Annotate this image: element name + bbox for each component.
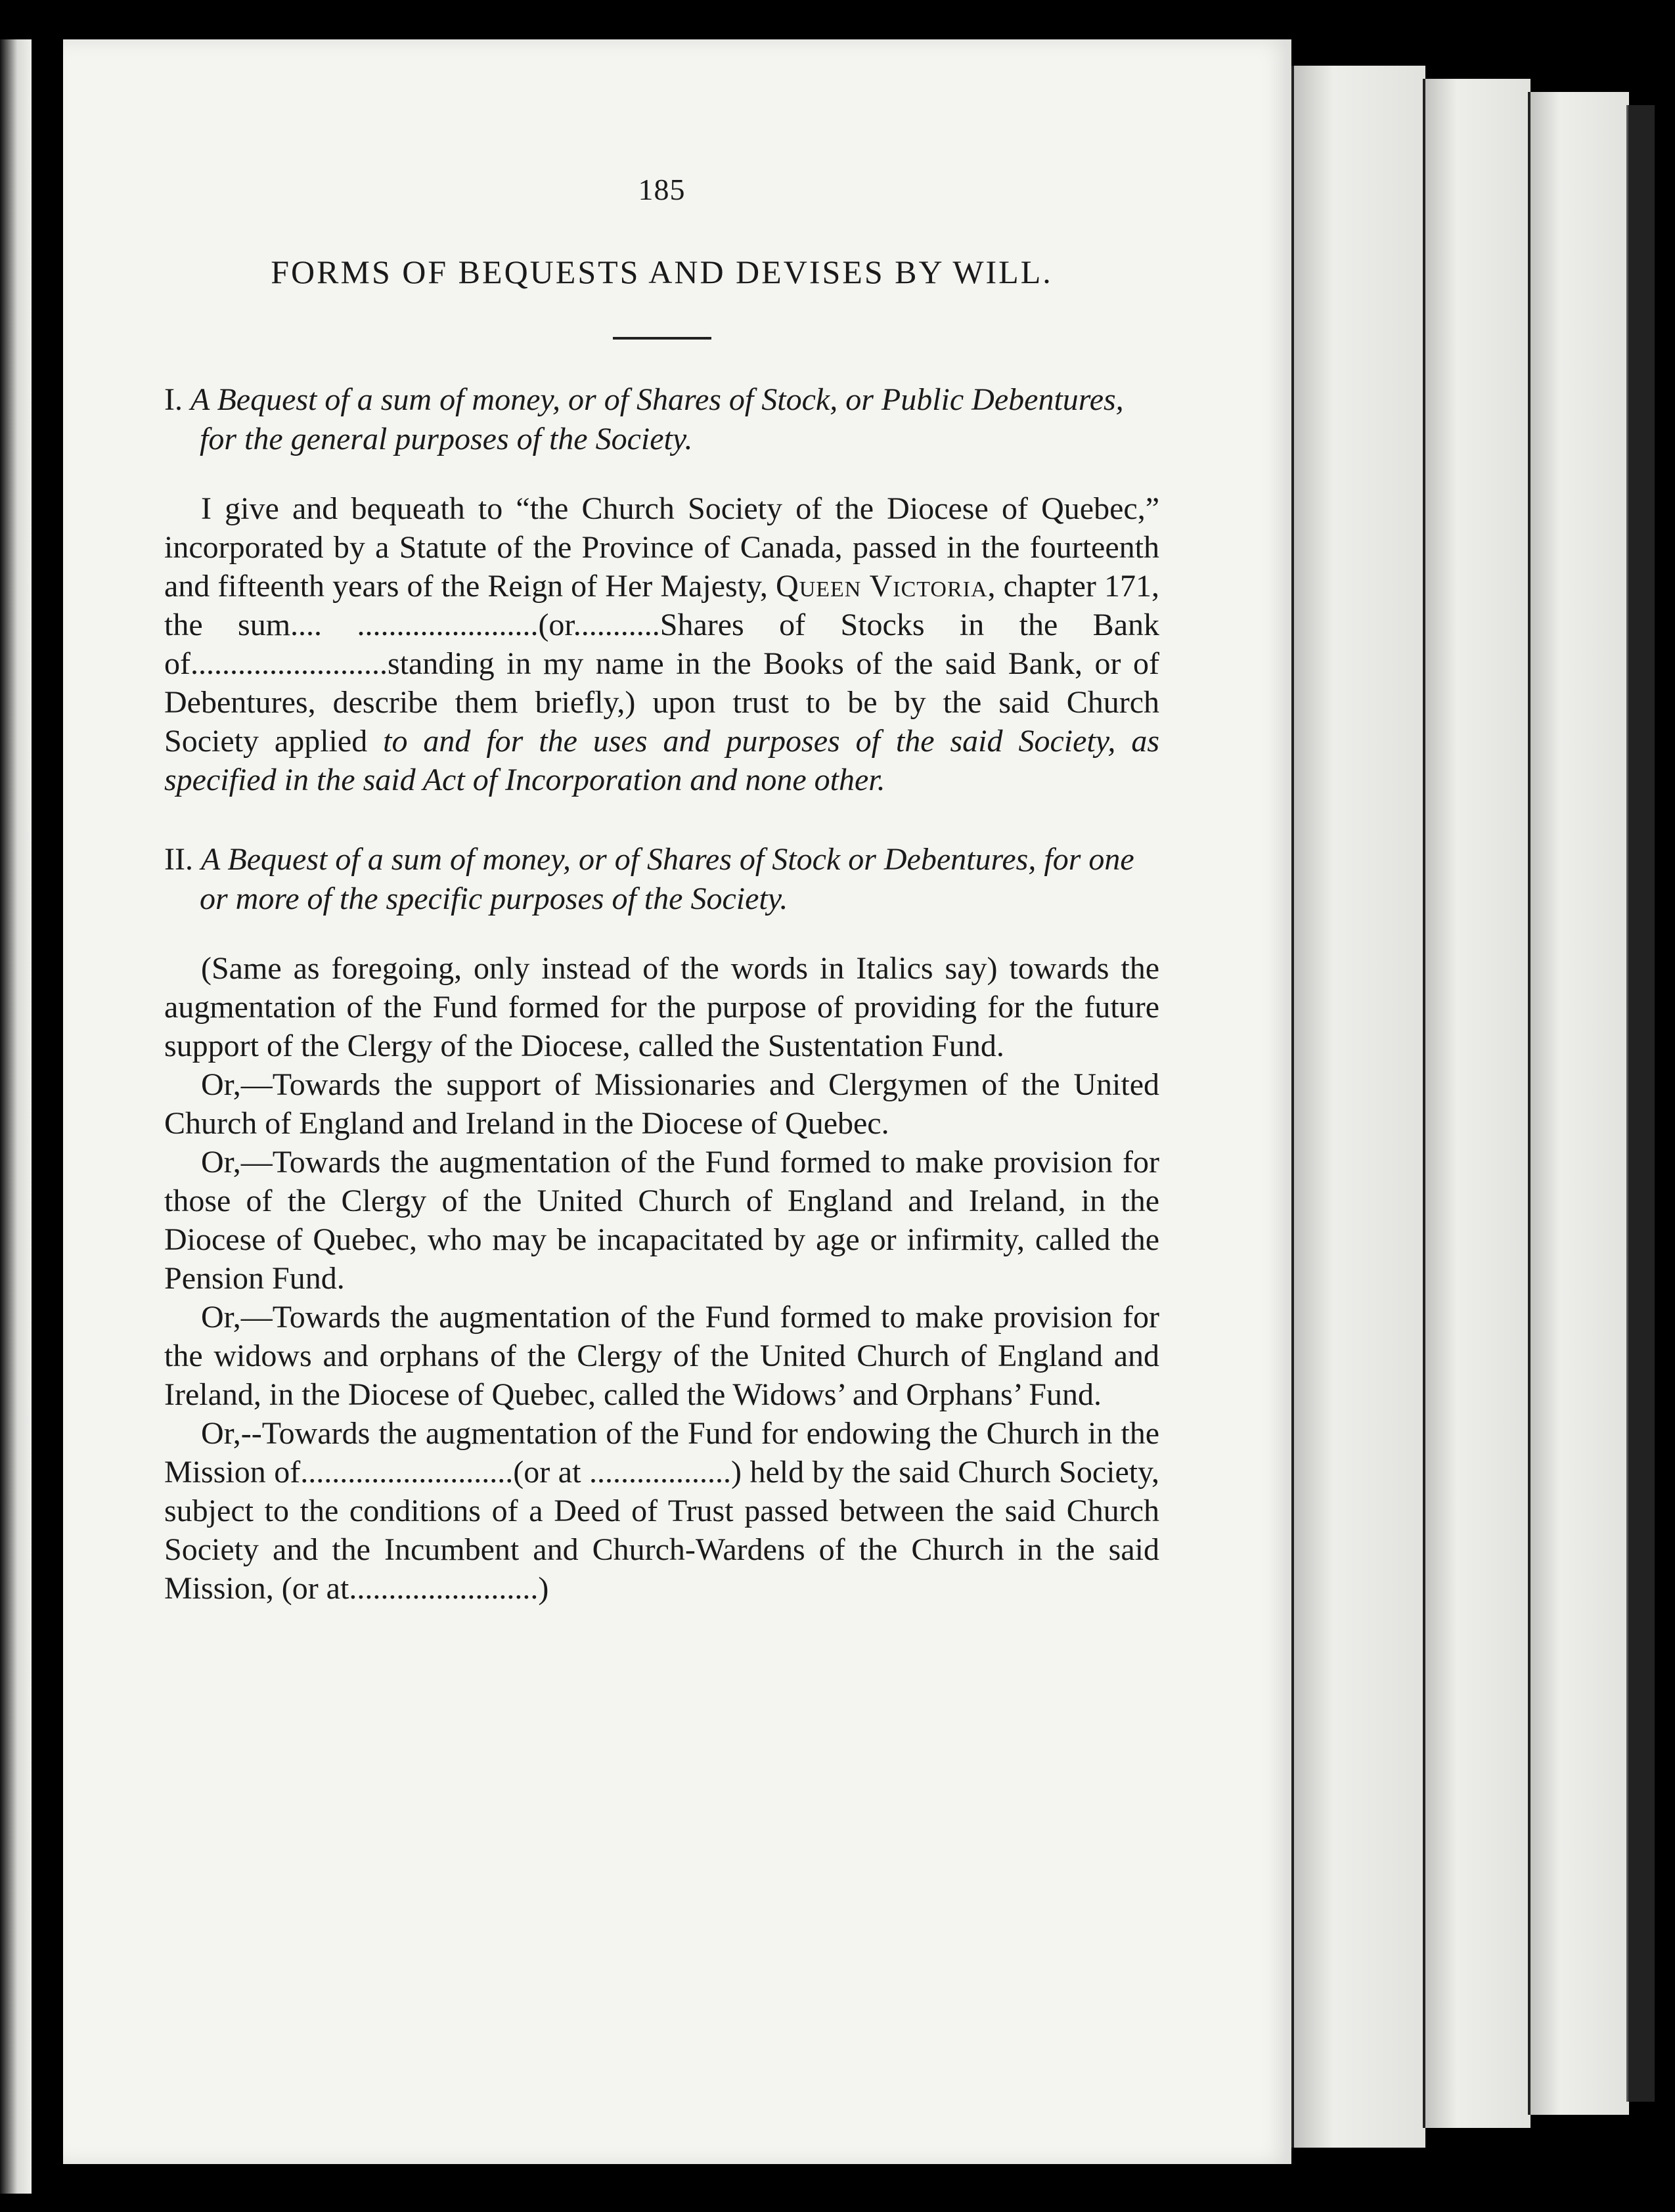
page-title: FORMS OF BEQUESTS AND DEVISES BY WILL.	[271, 254, 1053, 290]
paragraph: Or,—Towards the augmentation of the Fund formed to make provision for those of the Clergy of the United Church of England and Ireland, in the Diocese of Quebec, who may be incapacitated by age or infirmity, called the Pension Fund.	[164, 1145, 1159, 1296]
page-number: 185	[638, 173, 686, 206]
paragraph: (Same as foregoing, only instead of the words in Italics say) towards the augmentation of the Fund formed for the purpose of providing for the future support of the Clergy of the Diocese, called the Sustentation Fund.	[164, 951, 1159, 1063]
paragraph: Or,—Towards the augmentation of the Fund formed to make provision for the widows and orphans of the Clergy of the United Church of England and Ireland, in the Diocese of Quebec, called the Widows’ and Orphans’ Fund.	[164, 1300, 1159, 1412]
bequest-paragraph	[164, 489, 1159, 799]
previous-page-edge	[0, 39, 32, 2194]
paragraph-smallcaps-text: Queen Victoria	[776, 569, 988, 604]
paragraph: Or,--Towards the augmentation of the Fund for endowing the Church in the Mission of...........................(or at ..................) held by the said Church Society, subject to the conditions of a Deed of Trust passed between the said Church Society and the Incumbent and Church-Wardens of the Church in the said Mission, (or at........................)	[164, 1416, 1159, 1606]
section-numeral: II.	[164, 842, 193, 877]
paragraph: Or,—Towards the support of Missionaries and Clergymen of the United Church of England and Ireland in the Diocese of Quebec.	[164, 1067, 1159, 1141]
page-leaf	[1291, 66, 1425, 2148]
section-numeral: I.	[164, 382, 183, 417]
page-leaf	[1626, 105, 1655, 2102]
title-divider	[613, 337, 711, 340]
paragraph-text: , chapter 171, the sum.... .......................(or...........Shares of Stocks in the Bank of.........................standing in my name in the Books of the said Bank, or of Debentures, describe them briefly,) upon trust to be by the said Church Society applied	[164, 569, 1160, 759]
page-content	[164, 131, 1159, 1608]
section-heading-1	[164, 380, 1159, 459]
section-heading-text: A Bequest of a sum of money, or of Shares of Stock or Debentures, for one or more of the specific purposes of the Society.	[200, 842, 1134, 916]
section-heading-text: A Bequest of a sum of money, or of Shares of Stock, or Public Debentures, for the general purposes of the Society.	[190, 382, 1124, 456]
page-leaf	[1528, 92, 1629, 2115]
paragraph-text: I give and bequeath to “the Church Society of the Diocese of Quebec,” incorporated by a Statute of the Province of Canada, passed in the fourteenth and fifteenth years of the Reign of Her Majesty,	[164, 491, 1159, 604]
page-stack-edge	[1291, 39, 1659, 2161]
paragraph-italic-text: to and for the uses and purposes of the said Society, as specified in the said Act of Incorporation and none other.	[164, 724, 1159, 797]
section-heading-2	[164, 840, 1159, 919]
page-leaf	[1423, 79, 1530, 2128]
